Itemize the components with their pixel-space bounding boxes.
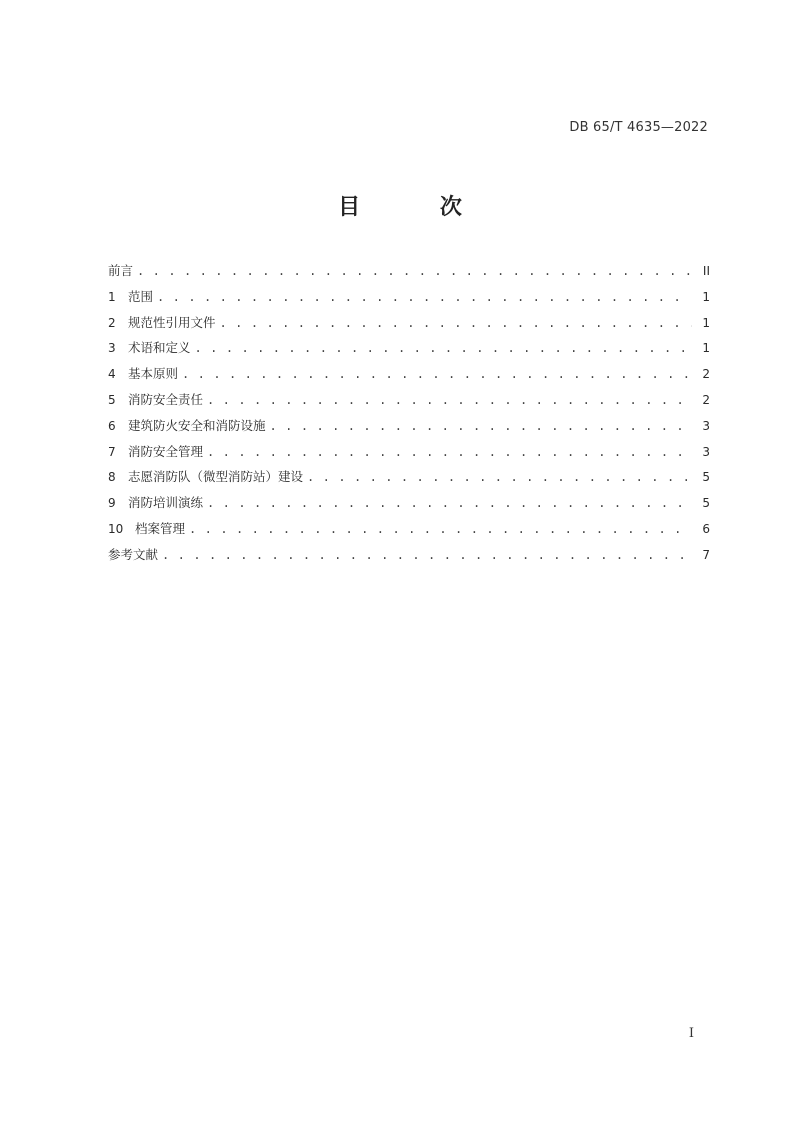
toc-entry-8[interactable] — [108, 467, 710, 493]
toc-leader-dots — [195, 341, 692, 355]
toc-entry-number: 1 — [108, 289, 116, 304]
toc-entry-number: 8 — [108, 470, 116, 485]
toc-entry-5[interactable] — [108, 390, 710, 416]
toc-leader-dots — [307, 470, 692, 484]
toc-leader-dots — [182, 367, 692, 381]
toc-entry-9[interactable] — [108, 493, 710, 519]
toc-entry-page: 2 — [702, 392, 710, 407]
document-code: DB 65/T 4635—2022 — [569, 120, 708, 135]
table-of-contents — [108, 261, 710, 571]
toc-entry-1[interactable] — [108, 287, 710, 313]
toc-entry-page: 3 — [702, 444, 710, 459]
toc-entry-label: 建筑防火安全和消防设施 — [128, 417, 266, 433]
toc-entry-page: 3 — [702, 418, 710, 433]
toc-entry-page: 5 — [702, 496, 710, 511]
toc-entry-page: II — [702, 264, 710, 278]
toc-entry-foreword[interactable] — [108, 261, 710, 287]
toc-entry-label: 消防安全管理 — [128, 443, 204, 459]
toc-leader-dots — [220, 316, 692, 330]
toc-entry-number: 5 — [108, 392, 116, 407]
toc-entry-page: 1 — [702, 289, 710, 304]
toc-entry-label: 参考文献 — [108, 546, 159, 562]
toc-entry-10[interactable] — [108, 519, 710, 545]
toc-leader-dots — [157, 290, 692, 304]
toc-leader-dots — [207, 496, 692, 510]
toc-entry-page: 2 — [702, 367, 710, 382]
toc-entry-6[interactable] — [108, 416, 710, 442]
toc-leader-dots — [207, 445, 692, 459]
toc-entry-number: 6 — [108, 418, 116, 433]
toc-entry-label: 前言 — [108, 263, 134, 278]
toc-entry-page: 7 — [702, 547, 710, 562]
toc-entry-page: 6 — [702, 521, 710, 536]
toc-entry-label: 档案管理 — [135, 520, 186, 536]
toc-entry-7[interactable] — [108, 442, 710, 468]
toc-entry-number: 10 — [108, 521, 124, 536]
toc-entry-label: 消防安全责任 — [128, 391, 204, 407]
toc-entry-number: 2 — [108, 315, 116, 330]
toc-entry-references[interactable] — [108, 545, 710, 571]
toc-entry-number: 7 — [108, 444, 116, 459]
toc-leader-dots — [189, 522, 692, 536]
toc-entry-label: 基本原则 — [128, 366, 179, 382]
toc-leader-dots — [137, 264, 692, 278]
toc-entry-3[interactable] — [108, 338, 710, 364]
toc-title: 目 次 — [338, 194, 498, 220]
toc-entry-label: 范围 — [128, 288, 154, 304]
toc-entry-page: 5 — [702, 470, 710, 485]
toc-leader-dots — [270, 419, 692, 433]
toc-entry-page: 1 — [702, 341, 710, 356]
toc-entry-2[interactable] — [108, 313, 710, 339]
toc-entry-number: 9 — [108, 496, 116, 511]
toc-entry-label: 志愿消防队（微型消防站）建设 — [128, 469, 304, 485]
toc-entry-label: 规范性引用文件 — [128, 314, 216, 330]
toc-entry-label: 术语和定义 — [128, 340, 191, 356]
toc-entry-label: 消防培训演练 — [128, 495, 204, 511]
toc-leader-dots — [207, 393, 692, 407]
toc-entry-4[interactable] — [108, 364, 710, 390]
toc-entry-number: 3 — [108, 341, 116, 356]
page-number: I — [688, 1026, 694, 1041]
toc-entry-page: 1 — [702, 315, 710, 330]
toc-entry-number: 4 — [108, 367, 116, 382]
toc-leader-dots — [162, 548, 692, 562]
